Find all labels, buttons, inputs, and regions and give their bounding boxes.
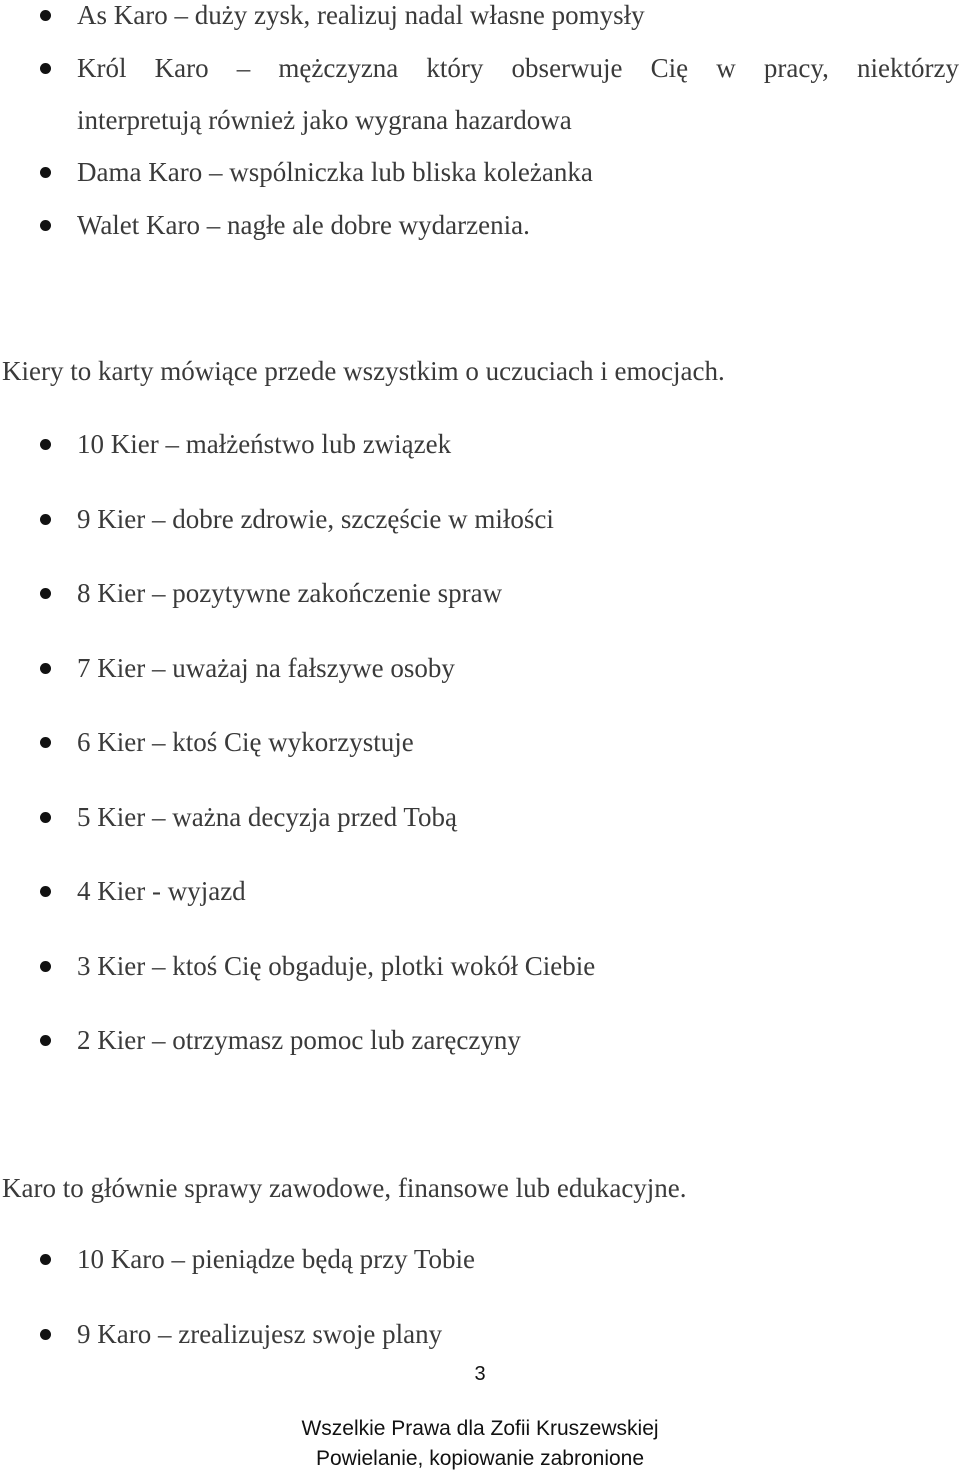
bullet-icon (40, 961, 51, 972)
bullet-icon (40, 1329, 51, 1340)
list-item-text: 10 Kier – małżeństwo lub związek (77, 429, 452, 459)
list-item-text: 5 Kier – ważna decyzja przed Tobą (77, 802, 457, 832)
bullet-icon (40, 737, 51, 748)
bullet-icon (40, 588, 51, 599)
list-item-text: As Karo – duży zysk, realizuj nadal własne pomysły (77, 0, 645, 30)
section-heading-karo: Karo to głównie sprawy zawodowe, finansowe lub edukacyjne. (2, 1173, 687, 1203)
bullet-icon (40, 439, 51, 450)
bullet-icon (40, 220, 51, 231)
list-item-text: 4 Kier - wyjazd (77, 876, 246, 906)
page-number: 3 (474, 1363, 486, 1385)
list-item-text: Dama Karo – wspólniczka lub bliska koleżanka (77, 157, 593, 187)
list-item-text: 10 Karo – pieniądze będą przy Tobie (77, 1244, 475, 1274)
list-item-continuation: interpretują również jako wygrana hazardowa (77, 105, 572, 135)
list-item-text: 6 Kier – ktoś Cię wykorzystuje (77, 727, 414, 757)
list-item-text: 9 Kier – dobre zdrowie, szczęście w miłości (77, 504, 554, 534)
list-item-text: 7 Kier – uważaj na fałszywe osoby (77, 653, 455, 683)
bullet-icon (40, 886, 51, 897)
bullet-icon (40, 1035, 51, 1046)
section-heading-kiery: Kiery to karty mówiące przede wszystkim o uczuciach i emocjach. (2, 356, 725, 386)
bullet-icon (40, 63, 51, 74)
list-item-text: Król Karo – mężczyzna który obserwuje Cię w pracy, niektórzy (77, 53, 959, 83)
bullet-icon (40, 514, 51, 525)
list-item-text: Walet Karo – nagłe ale dobre wydarzenia. (77, 210, 530, 240)
list-item-text: 3 Kier – ktoś Cię obgaduje, plotki wokół Ciebie (77, 951, 596, 981)
list-item-text: 2 Kier – otrzymasz pomoc lub zaręczyny (77, 1025, 521, 1055)
list-item-text: 8 Kier – pozytywne zakończenie spraw (77, 578, 503, 608)
bullet-icon (40, 663, 51, 674)
footer-copyright-line2: Powielanie, kopiowanie zabronione (315, 1447, 645, 1470)
bullet-icon (40, 812, 51, 823)
bullet-icon (40, 1254, 51, 1265)
list-item-text: 9 Karo – zrealizujesz swoje plany (77, 1319, 443, 1349)
bullet-icon (40, 10, 51, 21)
footer-copyright-line1: Wszelkie Prawa dla Zofii Kruszewskiej (301, 1417, 659, 1440)
bullet-icon (40, 167, 51, 178)
